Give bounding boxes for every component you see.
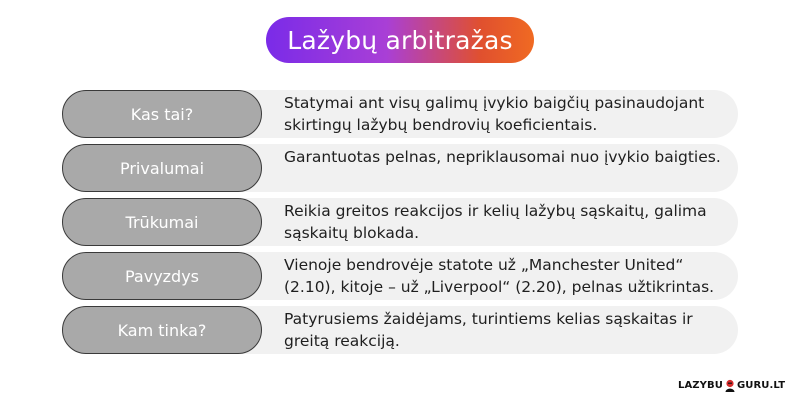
table-row [62, 144, 738, 192]
row-label: Kam tinka? [62, 306, 262, 354]
page-title: Lažybų arbitražas [266, 17, 534, 63]
row-label: Pavyzdys [62, 252, 262, 300]
logo-text-right: GURU.LT [736, 379, 786, 391]
table-row [62, 198, 738, 246]
table-row [62, 306, 738, 354]
row-description: Reikia greitos reakcijos ir kelių lažybų sąskaitų, galima sąskaitų blokada. [284, 202, 707, 242]
row-description: Statymai ant visų galimų įvykio baigčių pasinaudojant skirtingų lažybų bendrovių koeficientais. [284, 94, 705, 134]
row-label: Privalumai [62, 144, 262, 192]
row-description: Patyrusiems žaidėjams, turintiems kelias sąskaitas ir greitą reakciją. [284, 310, 693, 350]
row-label: Trūkumai [62, 198, 262, 246]
row-description: Vienoje bendrovėje statote už „Manchester United“ (2.10), kitoje – už „Liverpool“ (2.20), pelnas užtikrintas. [284, 256, 715, 296]
row-description: Garantuotas pelnas, nepriklausomai nuo įvykio baigties. [284, 148, 721, 166]
row-label: Kas tai? [62, 90, 262, 138]
guru-mascot-icon [724, 379, 736, 392]
table-row [62, 90, 738, 138]
brand-logo[interactable] [678, 378, 785, 392]
logo-text-left: LAZYBU [678, 379, 723, 391]
table-row [62, 252, 738, 300]
